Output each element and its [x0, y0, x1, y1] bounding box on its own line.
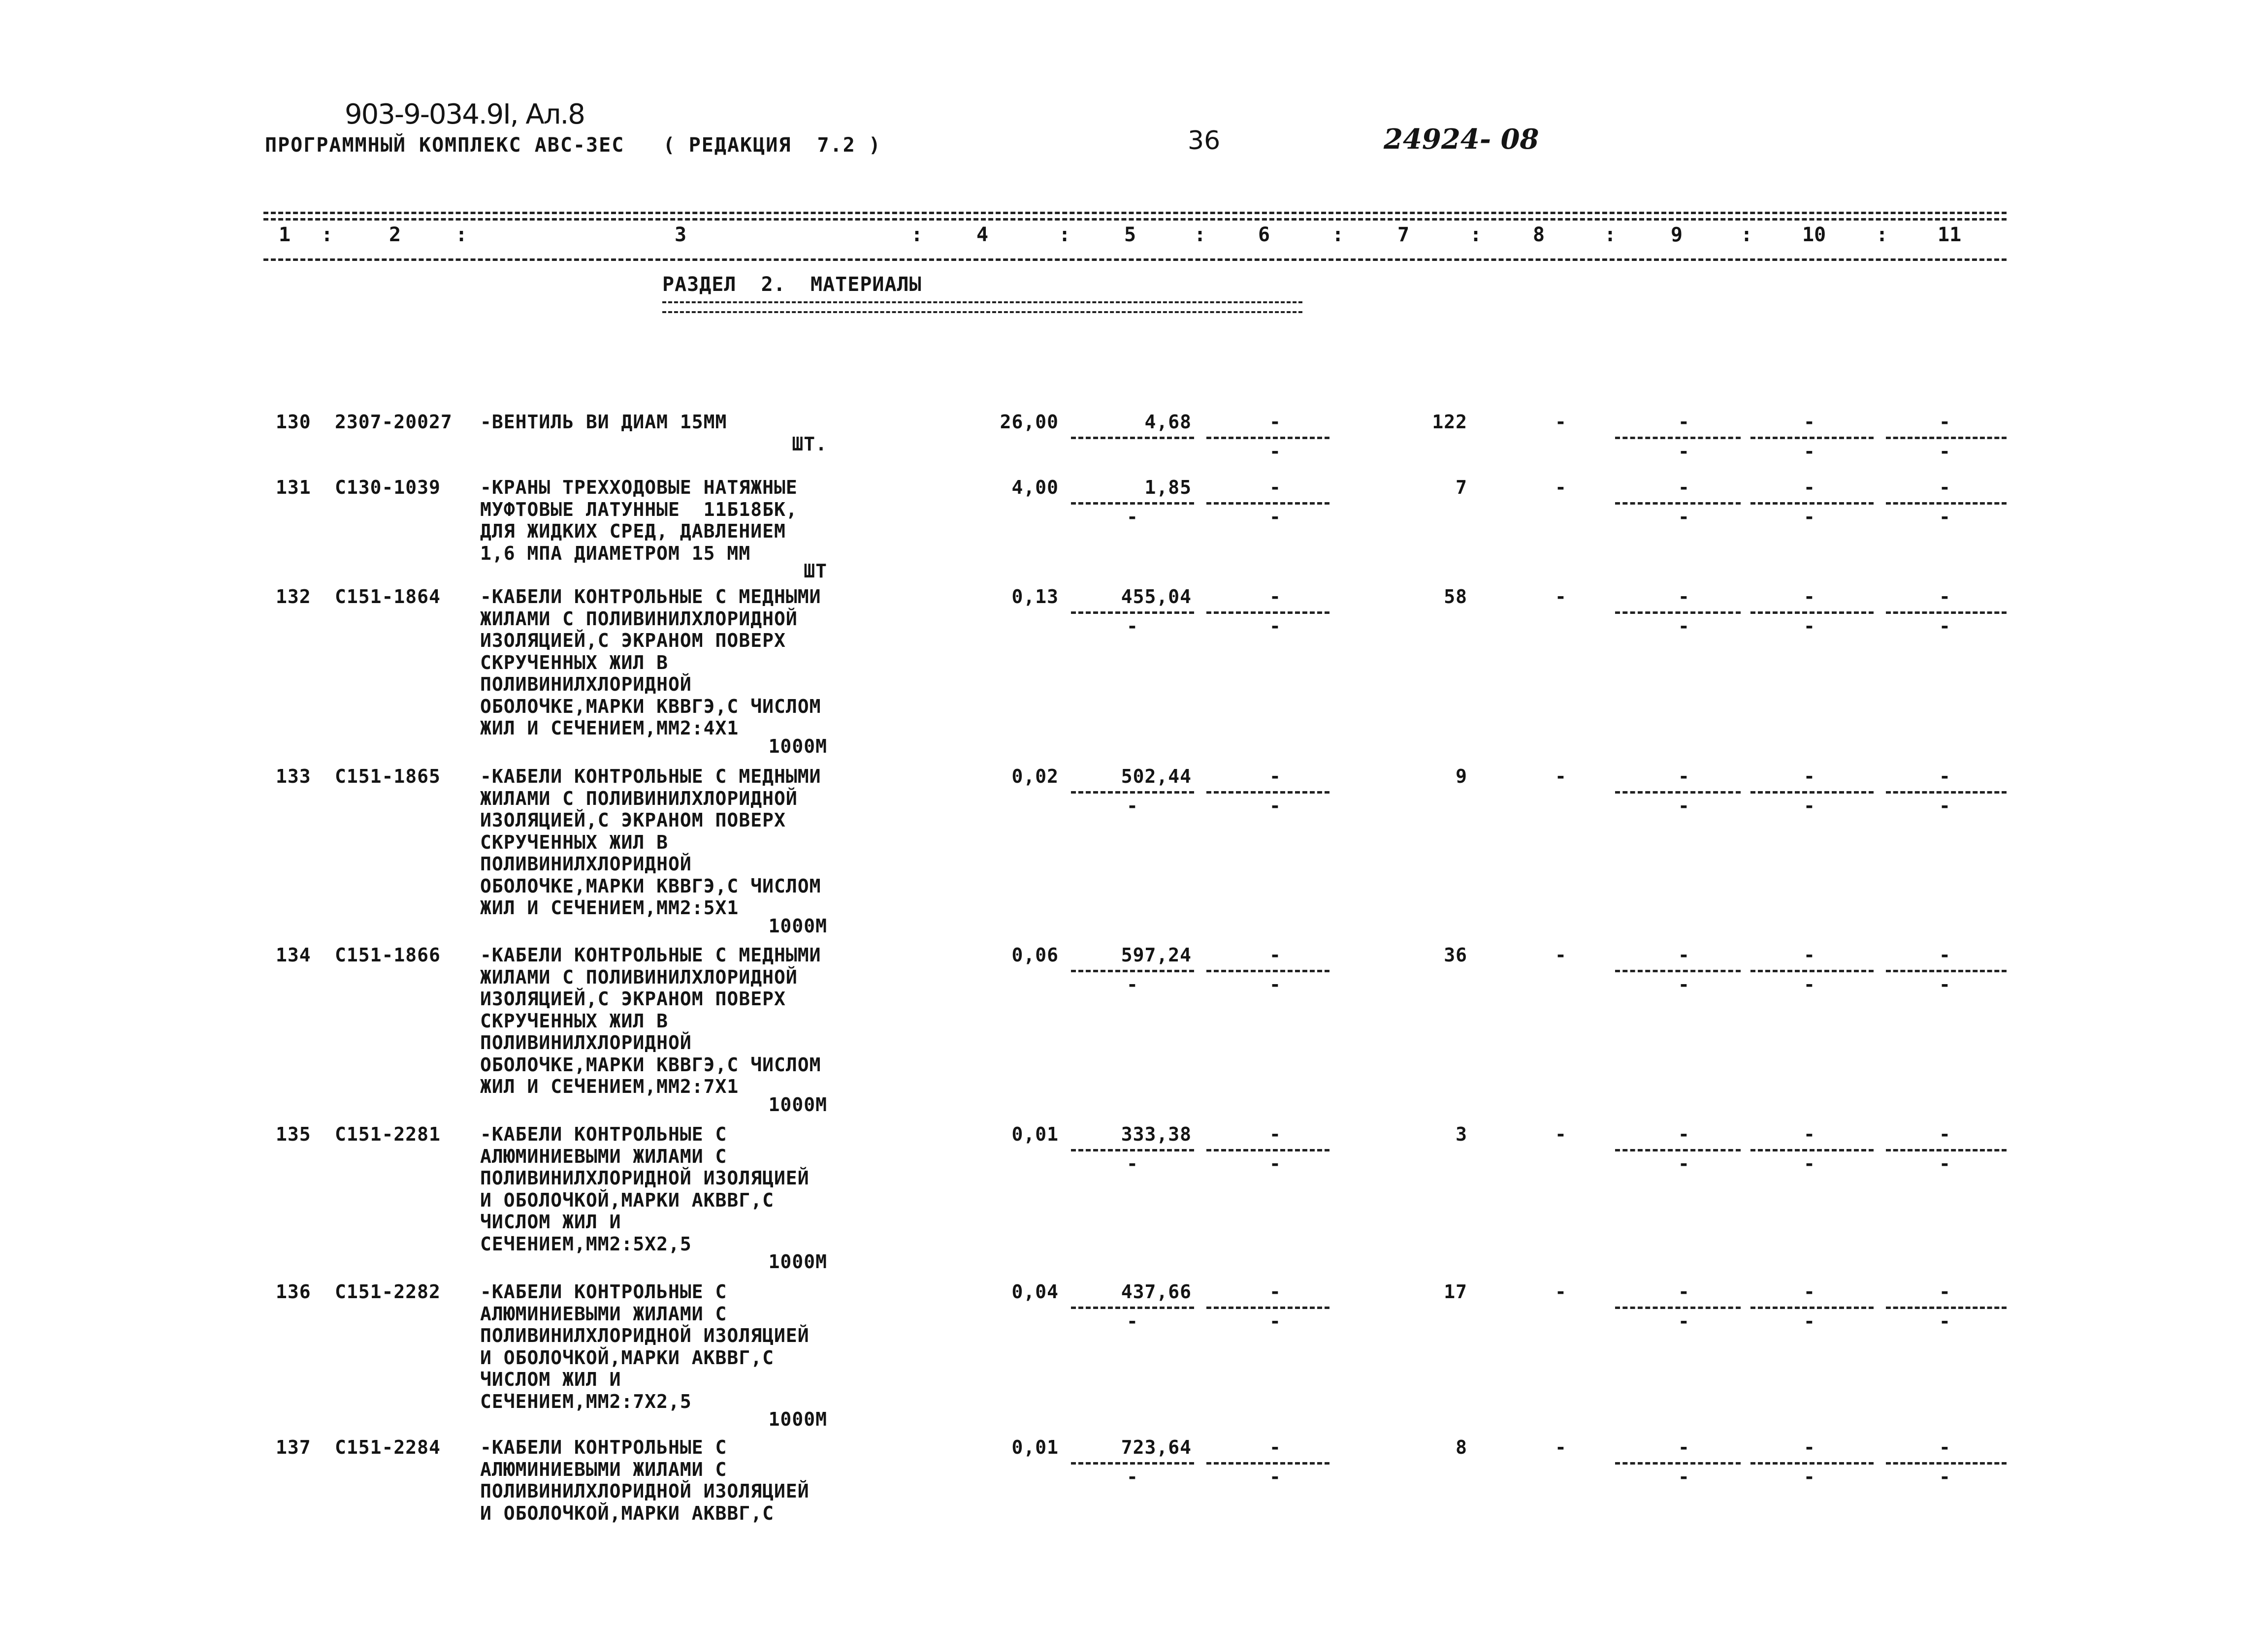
row-divider [1886, 970, 2007, 972]
col10-sub-value: - [1804, 506, 1815, 528]
row-divider [1886, 437, 2007, 439]
row-divider [1615, 1307, 1741, 1309]
col10-value: - [1804, 1436, 1815, 1458]
col8-value: - [1555, 477, 1567, 498]
row-number: 132 [276, 586, 311, 607]
row-description-line: ИЗОЛЯЦИЕЙ,С ЭКРАНОМ ПОВЕРХ [480, 630, 786, 651]
row-divider [1886, 1307, 2007, 1309]
col-header-2: 2 [389, 223, 401, 246]
row-divider [1206, 1462, 1329, 1465]
row-unit: 1000М [768, 1093, 827, 1116]
row-description-line: ПОЛИВИНИЛХЛОРИДНОЙ [480, 1032, 692, 1053]
col9-value: - [1678, 477, 1690, 498]
row-divider [1206, 1149, 1329, 1151]
col4-quantity: 4,00 [1011, 477, 1059, 498]
col-header-4: 4 [976, 223, 989, 246]
section-underline [662, 301, 1302, 313]
row-code: 2307-20027 [335, 411, 453, 433]
row-number: 137 [276, 1436, 311, 1458]
section-title: РАЗДЕЛ 2. МАТЕРИАЛЫ [662, 273, 922, 296]
row-divider [1886, 502, 2007, 505]
row-divider [1886, 1149, 2007, 1151]
row-description-line: -КАБЕЛИ КОНТРОЛЬНЫЕ С [480, 1436, 727, 1458]
row-divider [1615, 437, 1741, 439]
col-header-11: 11 [1938, 223, 1962, 246]
row-description-line: ЖИЛ И СЕЧЕНИЕМ,ММ2:7X1 [480, 1076, 739, 1097]
col4-quantity: 0,01 [1011, 1123, 1059, 1145]
header-bottom-rule [263, 258, 2007, 261]
row-description-line: 1,6 МПА ДИАМЕТРОМ 15 ММ [480, 542, 751, 564]
row-divider [1750, 611, 1874, 614]
col4-quantity: 0,06 [1011, 944, 1059, 966]
col5-sub-value: - [1127, 1153, 1138, 1175]
row-description-line: ЖИЛАМИ С ПОЛИВИНИЛХЛОРИДНОЙ [480, 787, 798, 809]
col8-value: - [1555, 586, 1567, 607]
row-code: С151-2281 [335, 1123, 441, 1145]
row-description-line: ПОЛИВИНИЛХЛОРИДНОЙ ИЗОЛЯЦИЕЙ [480, 1480, 810, 1502]
row-divider [1071, 1149, 1194, 1151]
page-number: 36 [1188, 126, 1221, 156]
row-divider [1750, 1462, 1874, 1465]
col4-quantity: 0,01 [1011, 1436, 1059, 1458]
col10-sub-value: - [1804, 441, 1815, 462]
row-description-line: АЛЮМИНИЕВЫМИ ЖИЛАМИ С [480, 1303, 727, 1325]
row-divider [1071, 970, 1194, 972]
col-header-9: 9 [1671, 223, 1683, 246]
col-header-1: 1 [279, 223, 291, 246]
col11-value: - [1939, 766, 1951, 787]
row-description-line: СКРУЧЕННЫХ ЖИЛ В [480, 651, 669, 673]
row-unit: ШТ. [792, 433, 827, 455]
row-description-line: -КАБЕЛИ КОНТРОЛЬНЫЕ С [480, 1123, 727, 1145]
row-description-line: ПОЛИВИНИЛХЛОРИДНОЙ ИЗОЛЯЦИЕЙ [480, 1167, 810, 1189]
col11-value: - [1939, 944, 1951, 966]
row-divider [1206, 611, 1329, 614]
col9-value: - [1678, 1281, 1690, 1303]
row-description-line: ЖИЛАМИ С ПОЛИВИНИЛХЛОРИДНОЙ [480, 966, 798, 988]
row-divider [1615, 502, 1741, 505]
col9-sub-value: - [1678, 974, 1690, 995]
col9-value: - [1678, 411, 1690, 433]
row-description-line: ОБОЛОЧКЕ,МАРКИ КВВГЭ,С ЧИСЛОМ [480, 695, 821, 717]
row-description-line: ЖИЛАМИ С ПОЛИВИНИЛХЛОРИДНОЙ [480, 607, 798, 630]
row-number: 131 [276, 477, 311, 498]
col5-price: 723,64 [1121, 1436, 1192, 1458]
row-unit: ШТ [804, 560, 827, 582]
col5-price: 455,04 [1121, 586, 1192, 607]
row-code: С151-2282 [335, 1281, 441, 1303]
col11-value: - [1939, 1281, 1951, 1303]
col8-value: - [1555, 944, 1567, 966]
row-code: С130-1039 [335, 477, 441, 498]
col10-sub-value: - [1804, 1310, 1815, 1332]
col4-quantity: 0,02 [1011, 766, 1059, 787]
col5-price: 437,66 [1121, 1281, 1192, 1303]
col11-value: - [1939, 477, 1951, 498]
row-divider [1071, 791, 1194, 794]
archive-stamp: 24924- 08 [1384, 123, 1539, 156]
row-divider [1071, 437, 1194, 439]
row-description-line: -КАБЕЛИ КОНТРОЛЬНЫЕ С МЕДНЫМИ [480, 766, 821, 787]
col7-value: 8 [1456, 1436, 1467, 1458]
col6-value: - [1269, 1123, 1281, 1145]
row-divider [1750, 437, 1874, 439]
col9-sub-value: - [1678, 441, 1690, 462]
row-description-line: -КАБЕЛИ КОНТРОЛЬНЫЕ С МЕДНЫМИ [480, 944, 821, 966]
col6-value: - [1269, 1281, 1281, 1303]
row-divider [1886, 1462, 2007, 1465]
col6-value: - [1269, 766, 1281, 787]
row-description-line: ИЗОЛЯЦИЕЙ,С ЭКРАНОМ ПОВЕРХ [480, 809, 786, 831]
col6-value: - [1269, 477, 1281, 498]
col11-sub-value: - [1939, 795, 1951, 817]
row-code: С151-1866 [335, 944, 441, 966]
col5-sub-value: - [1127, 506, 1138, 528]
col-header-7: 7 [1397, 223, 1410, 246]
col8-value: - [1555, 766, 1567, 787]
row-divider [1750, 502, 1874, 505]
col8-value: - [1555, 1436, 1567, 1458]
col5-sub-value: - [1127, 615, 1138, 637]
col9-sub-value: - [1678, 615, 1690, 637]
row-unit: 1000М [768, 1408, 827, 1430]
col9-sub-value: - [1678, 1310, 1690, 1332]
row-number: 130 [276, 411, 311, 433]
col10-sub-value: - [1804, 615, 1815, 637]
col-header-10: 10 [1802, 223, 1826, 246]
row-number: 134 [276, 944, 311, 966]
col6-value: - [1269, 586, 1281, 607]
row-description-line: И ОБОЛОЧКОЙ,МАРКИ АКВВГ,С [480, 1189, 774, 1211]
col7-value: 7 [1456, 477, 1467, 498]
col-header-5: 5 [1124, 223, 1136, 246]
col6-value: - [1269, 1436, 1281, 1458]
row-code: С151-1864 [335, 586, 441, 607]
col6-sub-value: - [1269, 506, 1281, 528]
row-description-line: -КАБЕЛИ КОНТРОЛЬНЫЕ С МЕДНЫМИ [480, 586, 821, 607]
col5-price: 1,85 [1144, 477, 1192, 498]
col11-value: - [1939, 1436, 1951, 1458]
col10-value: - [1804, 411, 1815, 433]
row-number: 133 [276, 766, 311, 787]
row-divider [1206, 970, 1329, 972]
col6-sub-value: - [1269, 795, 1281, 817]
row-divider [1071, 611, 1194, 614]
header-top-rule-2 [263, 218, 2007, 221]
col11-value: - [1939, 586, 1951, 607]
row-description-line: СЕЧЕНИЕМ,ММ2:5X2,5 [480, 1233, 692, 1255]
row-divider [1750, 791, 1874, 794]
col11-sub-value: - [1939, 1466, 1951, 1488]
col6-sub-value: - [1269, 441, 1281, 462]
col8-value: - [1555, 1123, 1567, 1145]
col10-value: - [1804, 477, 1815, 498]
col10-sub-value: - [1804, 795, 1815, 817]
row-divider [1071, 1462, 1194, 1465]
program-title: ПРОГРАММНЫЙ КОМПЛЕКС АВС-ЗЕС ( РЕДАКЦИЯ 7.2 ) [265, 134, 881, 157]
row-description-line: СКРУЧЕННЫХ ЖИЛ В [480, 831, 669, 853]
col7-value: 122 [1432, 411, 1467, 433]
col9-value: - [1678, 1436, 1690, 1458]
row-description-line: ПОЛИВИНИЛХЛОРИДНОЙ ИЗОЛЯЦИЕЙ [480, 1325, 810, 1346]
col10-sub-value: - [1804, 1153, 1815, 1175]
row-divider [1206, 437, 1329, 439]
row-description-line: ПОЛИВИНИЛХЛОРИДНОЙ [480, 673, 692, 695]
row-description-line: СЕЧЕНИЕМ,ММ2:7X2,5 [480, 1390, 692, 1412]
col6-value: - [1269, 411, 1281, 433]
row-divider [1206, 1307, 1329, 1309]
row-divider [1615, 970, 1741, 972]
col10-sub-value: - [1804, 1466, 1815, 1488]
col8-value: - [1555, 1281, 1567, 1303]
col10-sub-value: - [1804, 974, 1815, 995]
col7-value: 17 [1444, 1281, 1467, 1303]
col6-sub-value: - [1269, 974, 1281, 995]
row-code: С151-2284 [335, 1436, 441, 1458]
col9-sub-value: - [1678, 506, 1690, 528]
row-description-line: АЛЮМИНИЕВЫМИ ЖИЛАМИ С [480, 1458, 727, 1480]
col6-sub-value: - [1269, 1466, 1281, 1488]
col11-sub-value: - [1939, 506, 1951, 528]
col9-value: - [1678, 766, 1690, 787]
row-divider [1886, 791, 2007, 794]
col9-sub-value: - [1678, 1466, 1690, 1488]
row-divider [1615, 791, 1741, 794]
col10-value: - [1804, 1281, 1815, 1303]
row-description-line: ОБОЛОЧКЕ,МАРКИ КВВГЭ,С ЧИСЛОМ [480, 875, 821, 897]
col6-sub-value: - [1269, 1153, 1281, 1175]
row-description-line: ОБОЛОЧКЕ,МАРКИ КВВГЭ,С ЧИСЛОМ [480, 1053, 821, 1076]
col-header-6: 6 [1258, 223, 1270, 246]
row-divider [1206, 791, 1329, 794]
row-description-line: ПОЛИВИНИЛХЛОРИДНОЙ [480, 853, 692, 875]
col10-value: - [1804, 586, 1815, 607]
col7-value: 9 [1456, 766, 1467, 787]
col6-sub-value: - [1269, 615, 1281, 637]
col11-sub-value: - [1939, 1153, 1951, 1175]
row-description-line: ЧИСЛОМ ЖИЛ И [480, 1211, 621, 1233]
row-description-line: ДЛЯ ЖИДКИХ СРЕД, ДАВЛЕНИЕМ [480, 520, 786, 542]
col9-sub-value: - [1678, 1153, 1690, 1175]
col8-value: - [1555, 411, 1567, 433]
row-divider [1615, 611, 1741, 614]
row-description-line: -КАБЕЛИ КОНТРОЛЬНЫЕ С [480, 1281, 727, 1303]
row-description-line: ЖИЛ И СЕЧЕНИЕМ,ММ2:5X1 [480, 897, 739, 919]
row-unit: 1000М [768, 735, 827, 757]
row-description-line: ИЗОЛЯЦИЕЙ,С ЭКРАНОМ ПОВЕРХ [480, 988, 786, 1010]
header-top-rule [263, 212, 2007, 214]
row-divider [1071, 1307, 1194, 1309]
col5-sub-value: - [1127, 974, 1138, 995]
row-description-line: СКРУЧЕННЫХ ЖИЛ В [480, 1010, 669, 1032]
col10-value: - [1804, 766, 1815, 787]
col11-sub-value: - [1939, 441, 1951, 462]
col5-sub-value: - [1127, 1310, 1138, 1332]
col7-value: 58 [1444, 586, 1467, 607]
row-divider [1750, 1149, 1874, 1151]
row-description-line: -ВЕНТИЛЬ ВИ ДИАМ 15ММ [480, 411, 727, 433]
row-divider [1750, 970, 1874, 972]
row-divider [1886, 611, 2007, 614]
col9-sub-value: - [1678, 795, 1690, 817]
row-description-line: АЛЮМИНИЕВЫМИ ЖИЛАМИ С [480, 1145, 727, 1167]
col10-value: - [1804, 944, 1815, 966]
col11-value: - [1939, 411, 1951, 433]
col5-price: 597,24 [1121, 944, 1192, 966]
row-description-line: И ОБОЛОЧКОЙ,МАРКИ АКВВГ,С [480, 1502, 774, 1524]
col11-value: - [1939, 1123, 1951, 1145]
document-code: 903-9-034.9I, Ал.8 [345, 98, 584, 130]
col5-price: 333,38 [1121, 1123, 1192, 1145]
col9-value: - [1678, 1123, 1690, 1145]
col6-sub-value: - [1269, 1310, 1281, 1332]
col11-sub-value: - [1939, 974, 1951, 995]
col9-value: - [1678, 944, 1690, 966]
col5-price: 502,44 [1121, 766, 1192, 787]
col4-quantity: 26,00 [1000, 411, 1059, 433]
row-description-line: И ОБОЛОЧКОЙ,МАРКИ АКВВГ,С [480, 1346, 774, 1369]
col5-price: 4,68 [1144, 411, 1192, 433]
row-unit: 1000М [768, 915, 827, 937]
col11-sub-value: - [1939, 1310, 1951, 1332]
col-header-8: 8 [1533, 223, 1545, 246]
col11-sub-value: - [1939, 615, 1951, 637]
row-divider [1750, 1307, 1874, 1309]
row-divider [1206, 502, 1329, 505]
col7-value: 36 [1444, 944, 1467, 966]
row-divider [1615, 1149, 1741, 1151]
row-unit: 1000М [768, 1251, 827, 1273]
col6-value: - [1269, 944, 1281, 966]
row-description-line: -КРАНЫ ТРЕХХОДОВЫЕ НАТЯЖНЫЕ [480, 477, 798, 498]
col4-quantity: 0,04 [1011, 1281, 1059, 1303]
col5-sub-value: - [1127, 1466, 1138, 1488]
row-number: 136 [276, 1281, 311, 1303]
row-description-line: ЧИСЛОМ ЖИЛ И [480, 1369, 621, 1390]
col5-sub-value: - [1127, 795, 1138, 817]
row-divider [1615, 1462, 1741, 1465]
col9-value: - [1678, 586, 1690, 607]
row-description-line: МУФТОВЫЕ ЛАТУННЫЕ 11Б18БК, [480, 498, 798, 520]
row-code: С151-1865 [335, 766, 441, 787]
col7-value: 3 [1456, 1123, 1467, 1145]
col-header-3: 3 [675, 223, 687, 246]
col4-quantity: 0,13 [1011, 586, 1059, 607]
row-divider [1071, 502, 1194, 505]
row-number: 135 [276, 1123, 311, 1145]
col10-value: - [1804, 1123, 1815, 1145]
row-description-line: ЖИЛ И СЕЧЕНИЕМ,ММ2:4X1 [480, 717, 739, 739]
